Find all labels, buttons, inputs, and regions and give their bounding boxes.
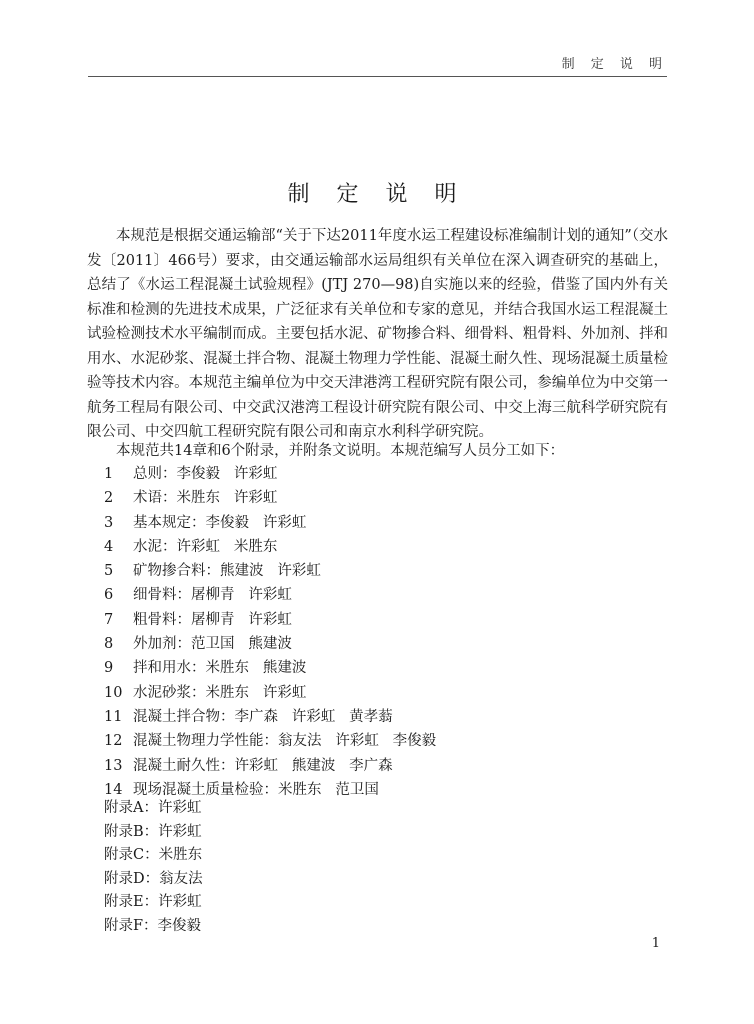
list-item: [104, 583, 436, 607]
chapter-authors: 粗骨料：屠柳青 许彩虹: [133, 611, 292, 628]
list-item: [104, 535, 436, 559]
list-item: [104, 559, 436, 583]
chapter-author-list: [104, 462, 436, 802]
list-item: [104, 754, 436, 778]
chapter-number: 5: [104, 563, 114, 580]
list-item: [104, 656, 436, 680]
appendix-item: 附录D：翁友法: [104, 870, 203, 887]
list-item: [104, 608, 436, 632]
list-item: [104, 462, 436, 486]
chapter-authors: 拌和用水：米胜东 熊建波: [133, 660, 307, 677]
list-item: [104, 486, 436, 510]
page-title: 制 定 说 明: [287, 182, 467, 207]
running-head: 制 定 说 明: [561, 57, 668, 72]
chapter-number: 8: [104, 636, 114, 653]
chapter-number: 7: [104, 611, 114, 628]
chapter-number: 6: [104, 587, 114, 604]
chapter-number: 14: [104, 781, 123, 798]
appendix-item: 附录B：许彩虹: [104, 823, 202, 840]
list-item: [104, 681, 436, 705]
chapter-authors: 术语：米胜东 许彩虹: [133, 490, 278, 507]
chapter-authors: 水泥：许彩虹 米胜东: [133, 538, 278, 555]
chapter-authors: 混凝土物理力学性能：翁友法 许彩虹 李俊毅: [133, 733, 437, 750]
chapter-number: 3: [104, 514, 114, 531]
appendix-item: 附录A：许彩虹: [104, 800, 202, 816]
chapter-authors: 水泥砂浆：米胜东 许彩虹: [133, 684, 307, 701]
list-item: [104, 729, 436, 753]
list-item: [104, 632, 436, 656]
chapter-number: 13: [104, 757, 123, 774]
chapter-number: 4: [104, 538, 114, 555]
chapter-authors: 现场混凝土质量检验：米胜东 范卫国: [133, 781, 379, 798]
list-item: [104, 705, 436, 729]
chapter-number: 9: [104, 660, 114, 677]
chapter-authors: 细骨料：屠柳青 许彩虹: [133, 587, 292, 604]
appendix-author-list: [104, 797, 203, 938]
header-rule: [88, 76, 667, 77]
chapter-authors: 外加剂：范卫国 熊建波: [133, 636, 292, 653]
chapter-authors: 总则：李俊毅 许彩虹: [133, 466, 278, 482]
list-item: [104, 511, 436, 535]
intro-paragraph: 本规范是根据交通运输部“关于下达2011年度水运工程建设标准编制计划的通知”（交水发〔2011〕466号）要求，由交通运输部水运局组织有关单位在深入调查研究的基础上，总结了《水运工程混凝土试验规程》(JTJ 270—98)自实施以来的经验，借鉴了国内外有关标准和检测的先进技术成果，广泛征求有关单位和专家的意见，并结合我国水运工程混凝土试验检测技术水平编制而成。主要包括水泥、矿物掺合料、细骨料、粗骨料、外加剂、拌和用水、水泥砂浆、混凝土拌合物、混凝土物理力学性能、混凝土耐久性、现场混凝土质量检验等技术内容。本规范主编单位为中交天津港湾工程研究院有限公司，参编单位为中交第一航务工程局有限公司、中交武汉港湾工程设计研究院有限公司、中交上海三航科学研究院有限公司、中交四航工程研究院有限公司和南京水利科学研究院。: [87, 228, 668, 440]
appendix-item: 附录E：许彩虹: [104, 894, 202, 910]
chapter-number: 11: [104, 708, 123, 725]
chapter-authors: 混凝土耐久性：许彩虹 熊建波 李广森: [133, 757, 393, 774]
chapter-authors: 混凝土拌合物：李广森 许彩虹 黄孝蓊: [133, 708, 393, 725]
appendix-item: 附录C：米胜东: [104, 847, 203, 863]
chapter-number: 1: [104, 466, 114, 482]
appendix-item: 附录F：李俊毅: [104, 917, 202, 934]
division-paragraph: 本规范共14章和6个附录，并附条文说明。本规范编写人员分工如下：: [116, 443, 565, 459]
chapter-authors: 矿物掺合料：熊建波 许彩虹: [133, 563, 321, 580]
chapter-number: 12: [104, 733, 123, 750]
chapter-number: 10: [104, 684, 123, 701]
page-number: 1: [651, 936, 660, 951]
chapter-authors: 基本规定：李俊毅 许彩虹: [133, 514, 307, 531]
chapter-number: 2: [104, 490, 114, 507]
